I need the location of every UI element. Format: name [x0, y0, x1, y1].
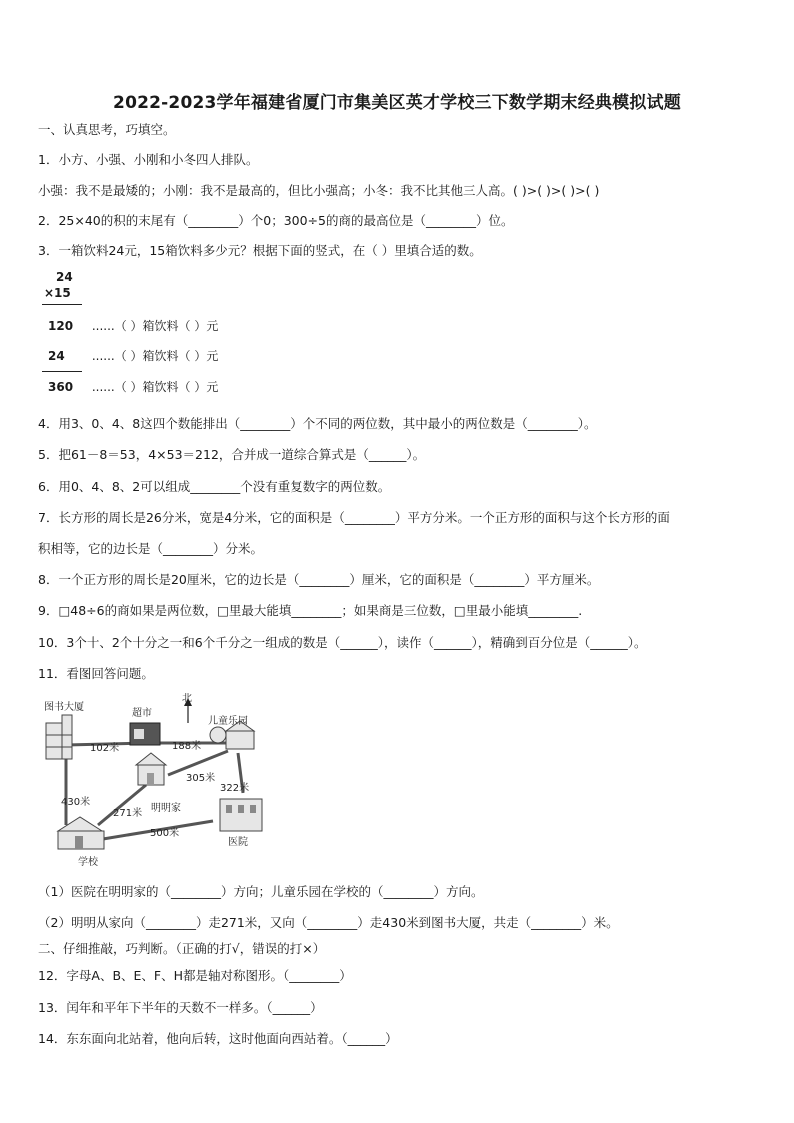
question-1-detail: 小强：我不是最矮的；小刚：我不是最高的，但比小强高；小冬：我不比其他三人高。( )>( )>( )>( )	[38, 183, 600, 198]
question-4: 4．用3、0、4、8这四个数能排出（________）个不同的两位数，其中最小的两位数是（________）。	[38, 416, 597, 431]
vertical-line	[42, 304, 82, 305]
label-hospital: 医院	[228, 837, 248, 848]
question-3: 3．一箱饮料24元，15箱饮料多少元？根据下面的竖式，在（ ）里填合适的数。	[38, 243, 482, 258]
question-12: 12．字母A、B、E、F、H都是轴对称图形。（________）	[38, 968, 352, 983]
question-14: 14．东东面向北站着，他向后转，这时他面向西站着。（______）	[38, 1031, 398, 1046]
distance-500: 500米	[150, 828, 180, 839]
vertical-row-3-number: 360	[48, 380, 74, 394]
road-school-home	[98, 785, 146, 825]
vertical-row-2-text: ......（ ）箱饮料（ ）元	[91, 349, 219, 363]
question-11-part-1: （1）医院在明明家的（________）方向；儿童乐园在学校的（________）方向。	[38, 884, 484, 899]
question-9: 9．□48÷6的商如果是两位数，□里最大能填________；如果商是三位数，□里最小能填________.	[38, 603, 583, 618]
label-park: 儿童乐园	[208, 716, 248, 727]
vertical-row-3	[48, 378, 218, 395]
library-building	[46, 715, 72, 759]
label-market: 超市	[132, 708, 152, 719]
market-building	[130, 723, 160, 745]
vertical-row-1	[48, 317, 218, 334]
label-school: 学校	[78, 857, 98, 868]
question-7-line-1: 7．长方形的周长是26分米，宽是4分米，它的面积是（________）平方分米。一个正方形的面积与这个长方形的面	[38, 510, 670, 525]
question-7-line-2: 积相等，它的边长是（________）分米。	[38, 541, 264, 556]
vertical-row-1-number: 120	[48, 319, 74, 333]
vertical-multiplier: ×15	[44, 286, 71, 300]
section-2-heading: 二、仔细推敲，巧判断。（正确的打√，错误的打×）	[38, 941, 326, 956]
route-map-svg	[38, 693, 298, 868]
label-north: 北	[182, 693, 192, 704]
hospital-building	[220, 799, 262, 831]
vertical-row-2	[48, 347, 218, 364]
question-2: 2．25×40的积的末尾有（________）个0；300÷5的商的最高位是（________）位。	[38, 213, 514, 228]
vertical-row-1-text: ......（ ）箱饮料（ ）元	[91, 319, 219, 333]
vertical-row-2-number: 24	[48, 349, 65, 363]
route-map	[38, 693, 298, 868]
distance-102: 102米	[90, 743, 120, 754]
section-1-heading: 一、认真思考，巧填空。	[38, 122, 176, 137]
distance-271: 271米	[113, 808, 143, 819]
question-11: 11．看图回答问题。	[38, 666, 154, 681]
question-5: 5．把61－8＝53，4×53＝212，合并成一道综合算式是（______）。	[38, 447, 426, 462]
question-13: 13．闰年和平年下半年的天数不一样多。（______）	[38, 1000, 323, 1015]
label-home: 明明家	[151, 803, 181, 814]
distance-188: 188米	[172, 741, 202, 752]
road-home-park	[168, 751, 228, 775]
question-6: 6．用0、4、8、2可以组成________个没有重复数字的两位数。	[38, 479, 391, 494]
question-10: 10．3个十、2个十分之一和6个千分之一组成的数是（______），读作（______），精确到百分位是（______）。	[38, 635, 647, 650]
label-library: 图书大厦	[44, 702, 84, 713]
vertical-line-2	[42, 371, 82, 372]
distance-322: 322米	[220, 783, 250, 794]
vertical-top-number: 24	[56, 270, 73, 284]
question-11-part-2: （2）明明从家向（________）走271米，又向（________）走430米到图书大厦，共走（________）米。	[38, 915, 619, 930]
home-building	[136, 753, 166, 785]
question-8: 8．一个正方形的周长是20厘米，它的边长是（________）厘米，它的面积是（________）平方厘米。	[38, 572, 600, 587]
page-title: 2022-2023学年福建省厦门市集美区英才学校三下数学期末经典模拟试题	[113, 93, 681, 113]
vertical-row-3-text: ......（ ）箱饮料（ ）元	[91, 380, 219, 394]
question-1: 1．小方、小强、小刚和小冬四人排队。	[38, 152, 259, 167]
distance-305: 305米	[186, 773, 216, 784]
distance-430: 430米	[61, 797, 91, 808]
